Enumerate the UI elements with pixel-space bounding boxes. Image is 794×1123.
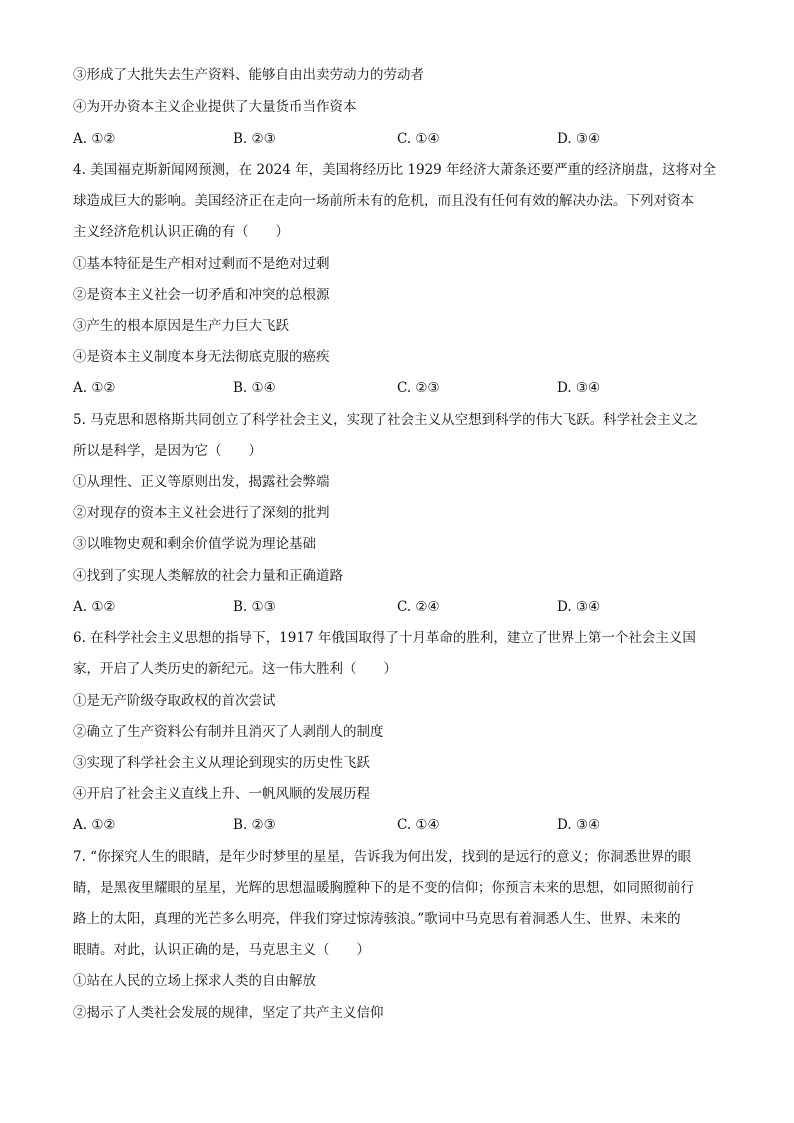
answer-choice-a: A. ①② xyxy=(73,380,116,396)
answer-choice-d: D. ③④ xyxy=(557,380,601,396)
answer-choice-c: C. ①④ xyxy=(397,131,440,147)
option-statement-4: ④为开办资本主义企业提供了大量货币当作资本 xyxy=(73,99,357,115)
answer-choice-a: A. ①② xyxy=(73,599,116,615)
option-statement-4: ④是资本主义制度本身无法彻底克服的癌疾 xyxy=(73,349,330,365)
question-5-stem-line-2: 所以是科学，是因为它（ ） xyxy=(73,443,262,459)
question-4-stem-line-3: 主义经济危机认识正确的有（ ） xyxy=(73,224,289,240)
option-statement-3: ③产生的根本原因是生产力巨大飞跃 xyxy=(73,318,289,334)
question-4-stem-line-1: 4. 美国福克斯新闻网预测，在 2024 年，美国将经历比 1929 年经济大萧条还要严重的经济崩盘，这将对全 xyxy=(73,162,717,178)
option-statement-4: ④开启了社会主义直线上升、一帆风顺的发展历程 xyxy=(73,786,370,802)
answer-choice-b: B. ②③ xyxy=(233,131,276,147)
question-7-stem-line-3: 路上的太阳，真理的光芒多么明亮，伴我们穿过惊涛骇浪。”歌词中马克思有着洞悉人生、世界、未来的 xyxy=(73,911,681,927)
option-statement-2: ②对现存的资本主义社会进行了深刻的批判 xyxy=(73,505,330,521)
answer-choice-b: B. ①④ xyxy=(233,380,276,396)
option-statement-1: ①站在人民的立场上探求人类的自由解放 xyxy=(73,973,316,989)
option-statement-3: ③以唯物史观和剩余价值学说为理论基础 xyxy=(73,536,316,552)
answer-choice-c: C. ②④ xyxy=(397,599,440,615)
question-4-stem-line-2: 球造成巨大的影响。美国经济正在走向一场前所未有的危机，而且没有任何有效的解决办法。下列对资本 xyxy=(73,193,694,209)
answer-choice-c: C. ②③ xyxy=(397,380,440,396)
answer-choice-c: C. ①④ xyxy=(397,817,440,833)
answer-choice-a: A. ①② xyxy=(73,131,116,147)
answer-choice-d: D. ③④ xyxy=(557,599,601,615)
question-5-stem-line-1: 5. 马克思和恩格斯共同创立了科学社会主义，实现了社会主义从空想到科学的伟大飞跃。科学社会主义之 xyxy=(73,412,698,428)
option-statement-1: ①基本特征是生产相对过剩而不是绝对过剩 xyxy=(73,256,330,272)
answer-choice-d: D. ③④ xyxy=(557,131,601,147)
question-6-stem-line-1: 6. 在科学社会主义思想的指导下，1917 年俄国取得了十月革命的胜利，建立了世界上第一个社会主义国 xyxy=(73,630,696,646)
option-statement-1: ①是无产阶级夺取政权的首次尝试 xyxy=(73,693,276,709)
option-statement-4: ④找到了实现人类解放的社会力量和正确道路 xyxy=(73,568,343,584)
answer-choice-a: A. ①② xyxy=(73,817,116,833)
option-statement-2: ②确立了生产资料公有制并且消灭了人剥削人的制度 xyxy=(73,724,384,740)
question-6-stem-line-2: 家，开启了人类历史的新纪元。这一伟大胜利（ ） xyxy=(73,661,397,677)
option-statement-3: ③形成了大批失去生产资料、能够自由出卖劳动力的劳动者 xyxy=(73,67,424,83)
option-statement-2: ②是资本主义社会一切矛盾和冲突的总根源 xyxy=(73,287,330,303)
option-statement-3: ③实现了科学社会主义从理论到现实的历史性飞跃 xyxy=(73,755,370,771)
option-statement-1: ①从理性、正义等原则出发，揭露社会弊端 xyxy=(73,474,330,490)
question-7-stem-line-1: 7. “你探究人生的眼睛，是年少时梦里的星星，告诉我为何出发，找到的是远行的意义；你洞悉世界的眼 xyxy=(73,849,692,865)
answer-choice-b: B. ②③ xyxy=(233,817,276,833)
question-7-stem-line-2: 睛，是黑夜里耀眼的星星，光辉的思想温暖胸膛种下的是不变的信仰；你预言未来的思想，如同照彻前行 xyxy=(73,880,694,896)
question-7-stem-line-4: 眼睛。对此，认识正确的是，马克思主义（ ） xyxy=(73,942,370,958)
answer-choice-b: B. ①③ xyxy=(233,599,276,615)
answer-choice-d: D. ③④ xyxy=(557,817,601,833)
option-statement-2: ②揭示了人类社会发展的规律，坚定了共产主义信仰 xyxy=(73,1005,384,1021)
